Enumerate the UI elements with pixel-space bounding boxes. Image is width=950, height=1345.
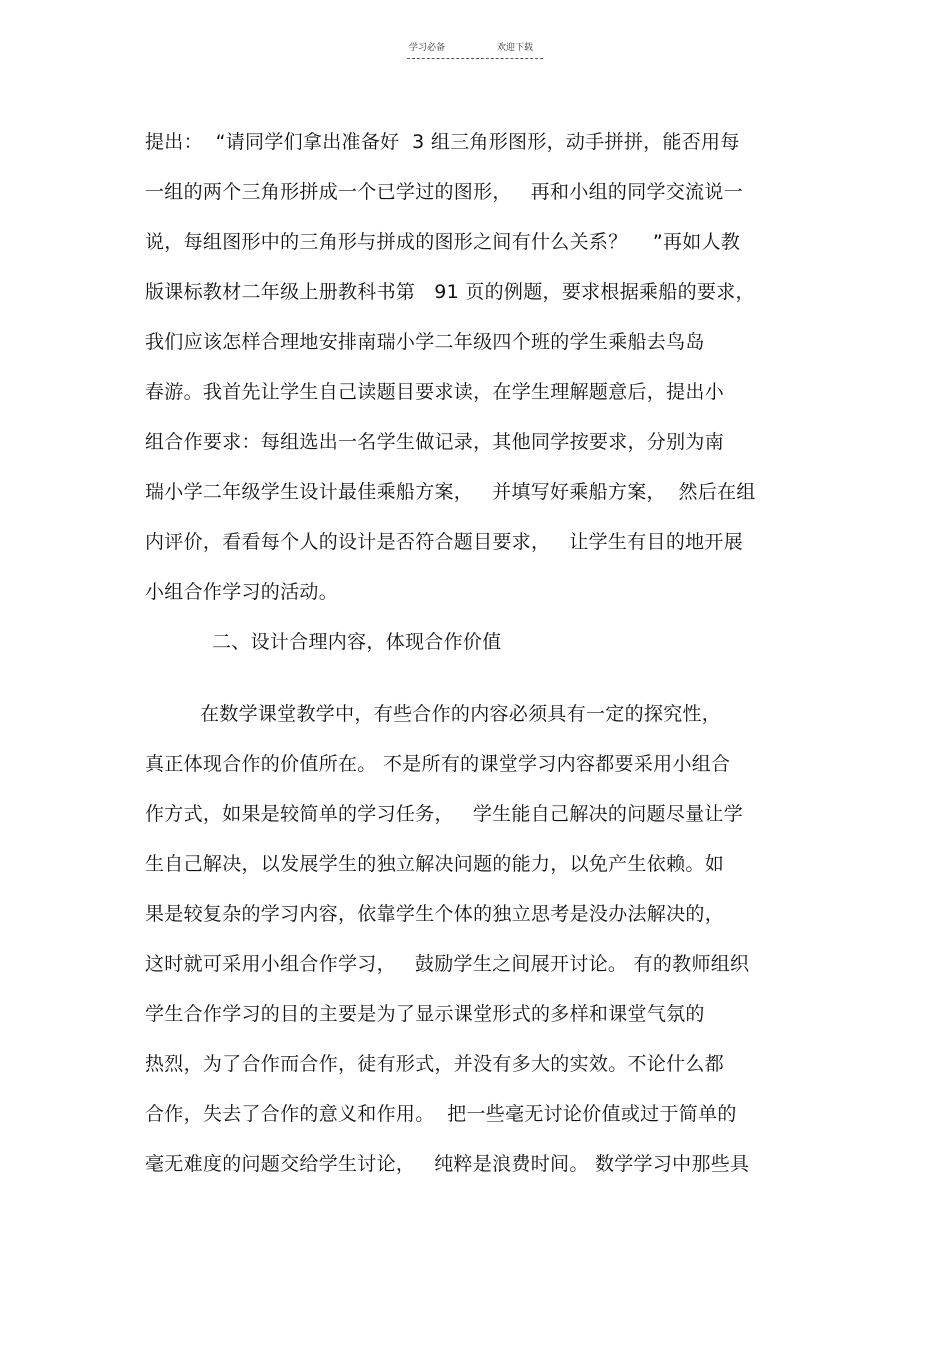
text-line: 热烈，为了合作而合作，徒有形式，并没有多大的实效。不论什么都 xyxy=(145,1053,725,1075)
text-line: 真正体现合作的价值所在。 不是所有的课堂学习内容都要采用小组合 xyxy=(145,753,731,775)
paragraph-first-line: 在数学课堂教学中，有些合作的内容必须具有一定的探究性， xyxy=(200,703,722,725)
text-line: 小组合作学习的活动。 xyxy=(145,581,339,603)
text-line: 组合作要求：每组选出一名学生做记录，其他同学按要求，分别为南 xyxy=(145,431,725,453)
text-line: 内评价，看看每个人的设计是否符合题目要求， 让学生有目的地开展 xyxy=(145,531,744,553)
text-line: 版课标教材二年级上册教科书第 91 页的例题，要求根据乘船的要求， xyxy=(145,281,755,303)
text-line: 一组的两个三角形拼成一个已学过的图形， 再和小组的同学交流说一 xyxy=(145,181,744,203)
text-line: 学生合作学习的目的主要是为了显示课堂形式的多样和课堂气氛的 xyxy=(145,1003,705,1025)
text-line: 毫无难度的问题交给学生讨论， 纯粹是浪费时间。 数学学习中那些具 xyxy=(145,1153,750,1175)
text-line: 作方式，如果是较简单的学习任务， 学生能自己解决的问题尽量让学 xyxy=(145,803,744,825)
text-line: 我们应该怎样合理地安排南瑞小学二年级四个班的学生乘船去鸟岛 xyxy=(145,331,705,353)
text-line: 提出： “请同学们拿出准备好 3 组三角形图形，动手拼拼，能否用每 xyxy=(145,131,740,153)
header-right-text: 欢迎下载 xyxy=(497,43,534,53)
page-header xyxy=(407,38,543,59)
text-line: 这时就可采用小组合作学习， 鼓励学生之间展开讨论。 有的教师组织 xyxy=(145,953,750,975)
section-heading: 二、设计合理内容，体现合作价值 xyxy=(212,631,502,653)
text-line: 果是较复杂的学习内容，依靠学生个体的独立思考是没办法解决的， xyxy=(145,903,725,925)
text-line: 瑞小学二年级学生设计最佳乘船方案， 并填写好乘船方案， 然后在组 xyxy=(145,481,756,503)
text-line: 春游。我首先让学生自己读题目要求读，在学生理解题意后，提出小 xyxy=(145,381,725,403)
text-line: 生自己解决，以发展学生的独立解决问题的能力，以免产生依赖。如 xyxy=(145,853,725,875)
text-line: 说，每组图形中的三角形与拼成的图形之间有什么关系？ ”再如人教 xyxy=(145,231,741,253)
text-line: 合作，失去了合作的意义和作用。 把一些毫无讨论价值或过于简单的 xyxy=(145,1103,737,1125)
header-left-text: 学习必备 xyxy=(409,43,446,53)
